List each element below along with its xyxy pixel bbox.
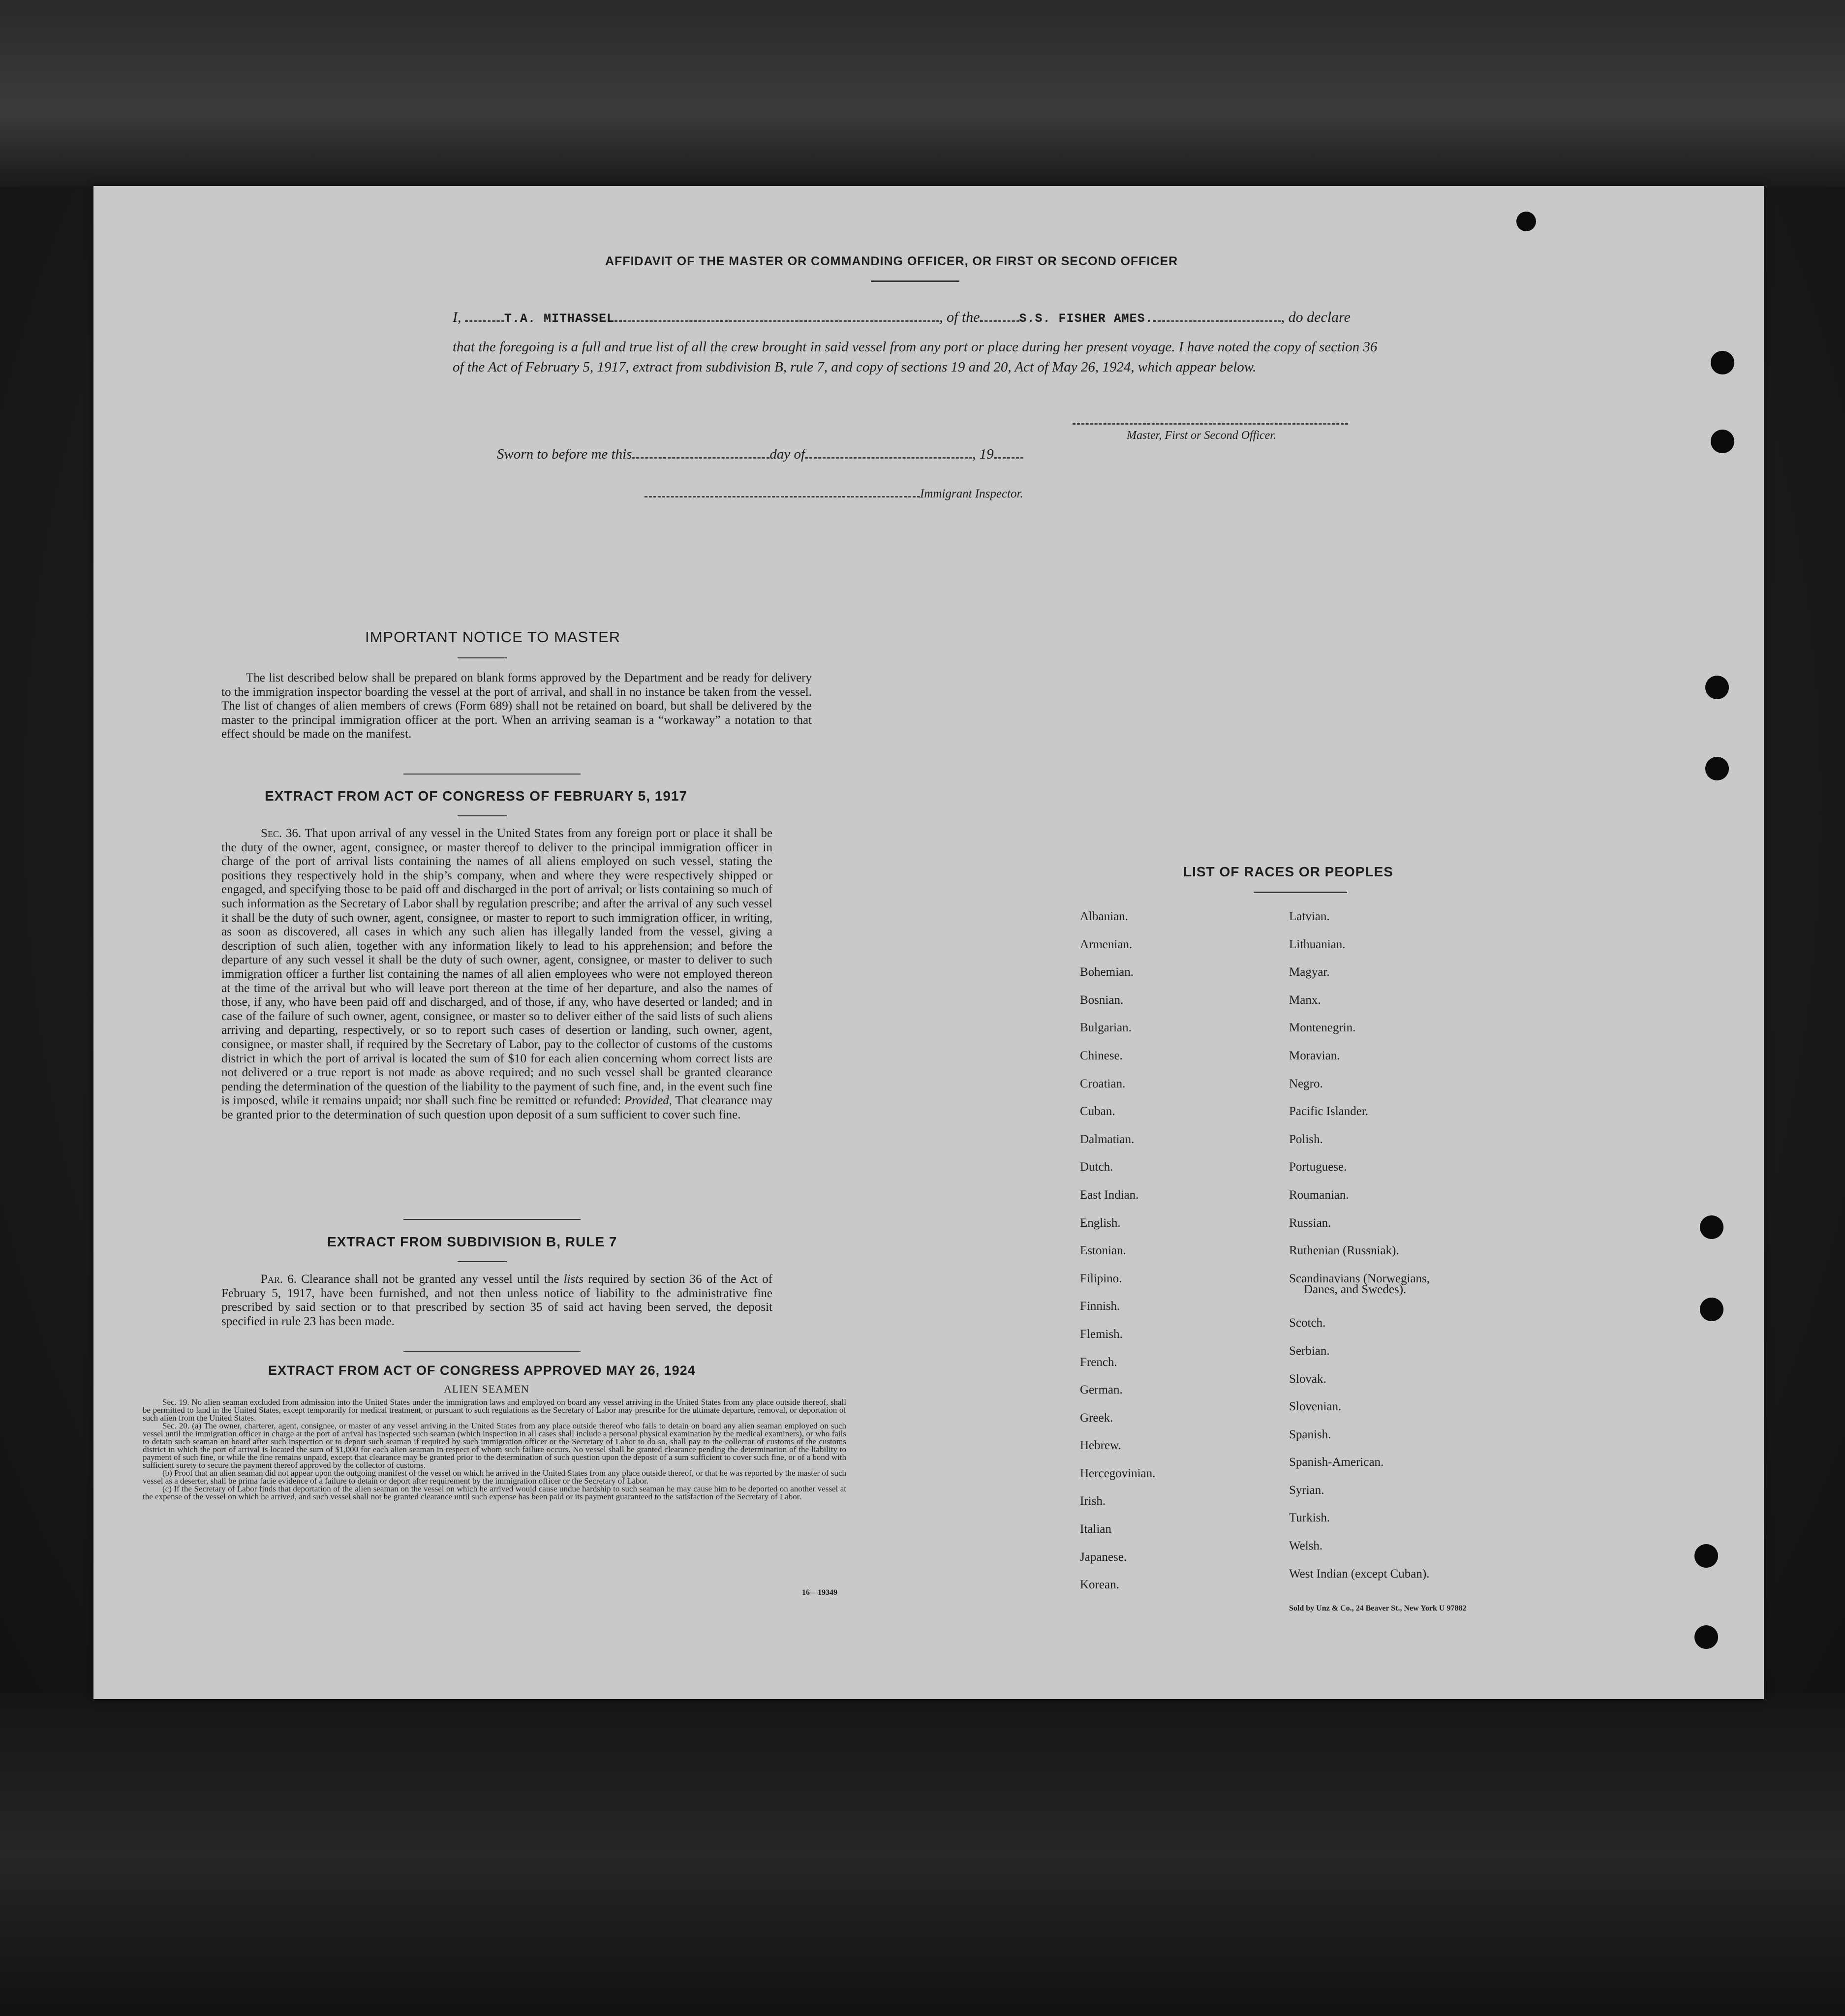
vessel-name: S.S. FISHER AMES.: [1019, 311, 1153, 326]
notice-text: [221, 671, 812, 742]
race-item: Welsh.: [1289, 1539, 1323, 1553]
blank-line: [805, 448, 972, 459]
rule-7-body-a: Clearance shall not be granted any vessel until the: [301, 1272, 559, 1286]
race-item: Estonian.: [1080, 1244, 1126, 1258]
divider: [458, 815, 507, 816]
binder-hole: [1516, 212, 1536, 231]
section-36-label: Sec. 36.: [261, 827, 302, 840]
race-item: German.: [1080, 1383, 1123, 1397]
race-item: English.: [1080, 1216, 1121, 1230]
extract-1917-text: [221, 827, 772, 1122]
race-item: Chinese.: [1080, 1049, 1123, 1062]
race-item: Magyar.: [1289, 965, 1330, 979]
rule-7-body-b: required by section 36 of the Act of February 5, 1917, have been furnished, and not then unless notice of liability to the administrative fine prescribed by said section or to that prescribed by section 35 of said act having been served, the deposit specified in rule 23 has been made.: [221, 1272, 773, 1328]
divider: [458, 1261, 507, 1262]
race-item: Scotch.: [1289, 1316, 1326, 1330]
notice-text-body: The list described below shall be prepared on blank forms approved by the Department and be ready for delivery to the immigration inspector boarding the vessel at the port of arrival, and shall in no instance be taken from the vessel. The list of changes of alien members of crews (Form 689) shall not be retained on board, but shall be delivered by the master to the principal immigration officer at the port. When an arriving seaman is a “workaway” a notation to that effect should be made on the manifest.: [221, 671, 812, 741]
binder-hole: [1700, 1215, 1723, 1239]
form-number: 16—19349: [802, 1588, 837, 1597]
race-item: Italian: [1080, 1522, 1111, 1536]
races-title: LIST OF RACES OR PEOPLES: [1183, 864, 1393, 879]
race-item: Russian.: [1289, 1216, 1331, 1230]
section-20b-text: (b) Proof that an alien seaman did not appear upon the outgoing manifest of the vessel on which he arrived in the United States from any place outside thereof, or that he was reported by the master of such vessel as a deserter, shall be prima facie evidence of a failure to detain or deport after requirement by the immigration officer or the Secretary of Labor.: [143, 1468, 846, 1486]
divider: [458, 657, 507, 658]
race-item: Portuguese.: [1289, 1160, 1347, 1174]
race-item: Hercegovinian.: [1080, 1466, 1156, 1480]
race-item: Latvian.: [1289, 910, 1330, 923]
race-item: Danes, and Swedes).: [1304, 1283, 1407, 1297]
race-item: Japanese.: [1080, 1550, 1127, 1564]
races-left-column: [1080, 903, 1155, 1599]
blank-line: [994, 448, 1023, 459]
blank-line: [632, 448, 769, 459]
race-item: Bulgarian.: [1080, 1021, 1132, 1035]
race-item: Syrian.: [1289, 1483, 1324, 1497]
race-item: Serbian.: [1289, 1344, 1330, 1358]
race-item: Negro.: [1289, 1077, 1323, 1090]
binder-hole: [1700, 1298, 1723, 1321]
of-the-label: , of the: [939, 309, 980, 325]
sworn-day-label: day of: [769, 446, 805, 462]
race-item: East Indian.: [1080, 1188, 1139, 1202]
race-item: Armenian.: [1080, 937, 1133, 951]
race-item: Filipino.: [1080, 1272, 1122, 1285]
sworn-prefix: Sworn to before me this: [497, 446, 632, 462]
blank-line: [615, 311, 939, 322]
race-item: Ruthenian (Russniak).: [1289, 1244, 1399, 1258]
race-item: Turkish.: [1289, 1511, 1330, 1525]
section-19-text: Sec. 19. No alien seaman excluded from admission into the United States under the immigration laws and employed on board any vessel arriving in the United States from any place outside thereof, shall be permitted to land in the United States, except temporarily for medical treatment, or pursuant to such regulations as the Secretary of Labor may prescribe for the ultimate departure, removal, or deportation of such alien from the United States.: [143, 1397, 846, 1423]
section-20c-text: (c) If the Secretary of Labor finds that deportation of the alien seaman on the vessel on which he arrived would cause undue hardship to such seaman he may cause him to be deported on another vessel at the expense of the vessel on which he arrived, and such vessel shall not be granted clearance until such expense has been paid or its payment guaranteed to the satisfaction of the Secretary of Labor.: [143, 1484, 846, 1501]
race-item: West Indian (except Cuban).: [1289, 1567, 1430, 1581]
lists-word: lists: [563, 1272, 584, 1286]
divider: [871, 280, 959, 282]
race-item: Spanish.: [1289, 1427, 1331, 1441]
race-item: Pacific Islander.: [1289, 1105, 1369, 1118]
race-item: Spanish-American.: [1289, 1456, 1384, 1469]
race-item: Croatian.: [1080, 1077, 1126, 1090]
binder-hole: [1705, 676, 1729, 699]
race-item: Hebrew.: [1080, 1439, 1121, 1453]
race-item: Scandinavians (Norwegians,: [1289, 1272, 1430, 1285]
signature-line: [1073, 423, 1348, 425]
affidavit-body: that the foregoing is a full and true list of all the crew brought in said vessel from any port or place during her present voyage. I have noted the copy of section 36 of the Act of February 5, 1917, extract from subdivision B, rule 7, and copy of sections 19 and 20, Act of May 26, 1924, which appear below.: [453, 339, 1378, 375]
binder-hole: [1694, 1625, 1718, 1649]
divider: [403, 774, 581, 775]
race-item: Polish.: [1289, 1132, 1323, 1146]
scan-background-bottom: [0, 1693, 1845, 2016]
binder-hole: [1711, 351, 1734, 374]
scan-background-top: [0, 0, 1845, 187]
race-item: Flemish.: [1080, 1327, 1123, 1341]
section-20a-text: Sec. 20. (a) The owner, charterer, agent, consignee, or master of any vessel arriving in the United States from any place outside thereof who fails to detain on board any alien seaman employed on such vessel until the immigration officer in charge at the port of arrival has inspected such seaman (which inspection in all cases shall include a personal physical examination by the medical examiners), or who fails to detain such seaman on board after such inspection or to deport such seaman if required by such immigration officer or the Secretary of Labor to do so, shall pay to the collector of customs of the customs district in which the port of arrival is located the sum of $1,000 for each alien seaman in respect of whom such failure occurs. No vessel shall be granted clearance pending the determination of the liability to payment of such fine, or while the fine remains unpaid, except that clearance may be granted prior to the determination of such question upon the deposit of a sum sufficient to cover such fine, or of a bond with sufficient surety to secure the payment thereof approved by the collector of customs.: [143, 1421, 846, 1470]
race-item: Dutch.: [1080, 1160, 1113, 1174]
extract-1924-title: EXTRACT FROM ACT OF CONGRESS APPROVED MAY 26, 1924: [268, 1363, 696, 1378]
alien-seamen-subtitle: ALIEN SEAMEN: [444, 1383, 529, 1395]
sworn-year-label: , 19: [972, 446, 994, 462]
race-item: Slovak.: [1289, 1372, 1326, 1386]
declare-label: , do declare: [1281, 309, 1351, 325]
race-item: Korean.: [1080, 1578, 1119, 1592]
affidavit-prefix: I,: [453, 309, 461, 325]
affidavit-title: AFFIDAVIT OF THE MASTER OR COMMANDING OFFICER, OR FIRST OR SECOND OFFICER: [605, 254, 1178, 268]
races-right-column: [1289, 903, 1430, 1588]
extract-1924-text: [143, 1398, 846, 1501]
master-name: T.A. MITHASSEL: [504, 311, 615, 326]
binder-hole: [1711, 430, 1734, 453]
section-36-body: That upon arrival of any vessel in the United States from any foreign port or place it shall be the duty of the owner, agent, consignee, or master thereof to deliver to the principal immigration officer in charge of the port of arrival lists containing the names of all aliens employed on such vessel, stating the positions they respectively hold in the ship’s company, when and where they were respectively shipped or engaged, and specifying those to be paid off and discharged in the port of arrival; or lists containing so much of such information as the Secretary of Labor shall by regulation prescribe; and after the arrival of any such vessel it shall be the duty of such owner, agent, consignee, or master to report to such immigration officer, in writing, as soon as discovered, all cases in which any such alien has illegally landed from the vessel, giving a description of such alien, together with any information likely to lead to his apprehension; and before the departure of any such vessel it shall be the duty of such owner, agent, consignee, or master to deliver to such immigration officer a further list containing the names of all alien employees who were not employed thereon at the time of the arrival but who will leave port thereon at the time of her departure, and also the names of those, if any, who have been paid off and discharged, and of those, if any, who have deserted or landed; and in case of the failure of such owner, agent, consignee, or master so to deliver either of the said lists of such aliens arriving and departing, respectively, or so to report such cases of desertion or landing, such owner, agent, consignee, or master shall, if required by the Secretary of Labor, pay to the collector of customs of the customs district in which the port of arrival is located the sum of $10 for each alien concerning whom correct lists are not delivered or a true report is not made as above required; and no such vessel shall be granted clearance pending the determination of the question of the liability to the payment of such fine, and, in the event such fine is imposed, while it remains unpaid; nor shall such fine be remitted or refunded:: [221, 827, 773, 1108]
race-item: Cuban.: [1080, 1105, 1115, 1118]
divider: [403, 1219, 581, 1220]
blank-line: [980, 311, 1019, 322]
race-item: Montenegrin.: [1289, 1021, 1356, 1035]
notice-title: IMPORTANT NOTICE TO MASTER: [365, 628, 621, 646]
race-item: French.: [1080, 1355, 1117, 1369]
rule-7-text: [221, 1272, 772, 1329]
sold-by-note: Sold by Unz & Co., 24 Beaver St., New York U 97882: [1289, 1604, 1467, 1613]
divider: [1254, 892, 1347, 893]
race-item: Moravian.: [1289, 1049, 1340, 1062]
divider: [403, 1351, 581, 1352]
race-item: Slovenian.: [1289, 1400, 1342, 1414]
rule-7-title: EXTRACT FROM SUBDIVISION B, RULE 7: [327, 1234, 617, 1249]
binder-hole: [1705, 757, 1729, 780]
race-item: Lithuanian.: [1289, 937, 1346, 951]
extract-1917-title: EXTRACT FROM ACT OF CONGRESS OF FEBRUARY 5, 1917: [265, 788, 688, 804]
blank-line: [465, 311, 504, 322]
race-item: Bosnian.: [1080, 993, 1124, 1007]
race-item: Manx.: [1289, 993, 1321, 1007]
blank-line: [645, 487, 920, 497]
race-item: Albanian.: [1080, 910, 1128, 923]
section-36-tail: That clearance may be granted prior to the determination of such question upon deposit of a sum sufficient to cover such fine.: [221, 1094, 772, 1121]
race-item: Dalmatian.: [1080, 1132, 1135, 1146]
affidavit-declaration-line: [453, 309, 1351, 326]
race-item: Greek.: [1080, 1411, 1113, 1425]
race-item: Roumanian.: [1289, 1188, 1349, 1202]
par-6-label: Par. 6.: [261, 1272, 297, 1286]
race-item: Finnish.: [1080, 1300, 1120, 1313]
inspector-line: [645, 487, 1023, 501]
sworn-line: [497, 446, 1023, 463]
signature-label: Master, First or Second Officer.: [1127, 429, 1276, 442]
binder-hole: [1694, 1544, 1718, 1568]
provided-word: Provided,: [624, 1094, 672, 1108]
blank-line: [1153, 311, 1281, 322]
race-item: Irish.: [1080, 1494, 1106, 1508]
inspector-label: Immigrant Inspector.: [920, 487, 1023, 500]
race-item: Bohemian.: [1080, 965, 1134, 979]
